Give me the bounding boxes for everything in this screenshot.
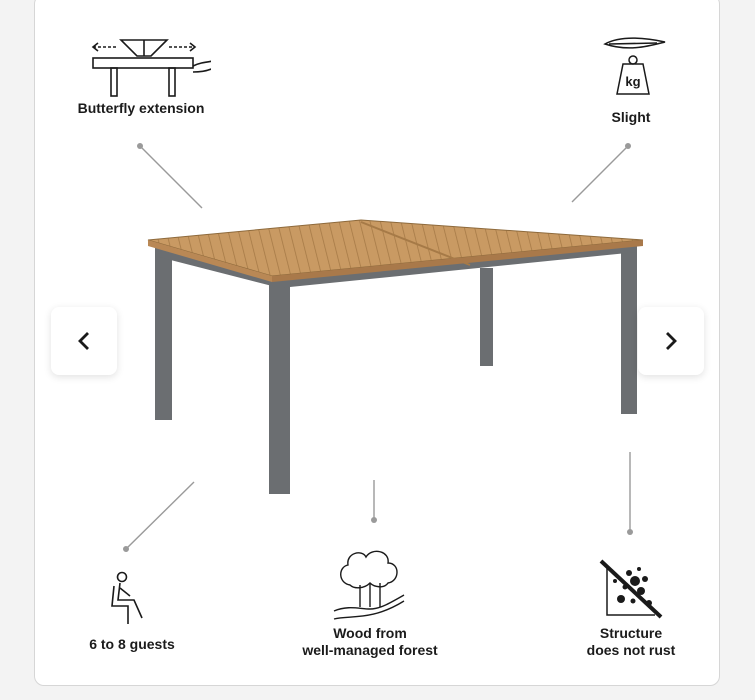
feature-guests — [82, 570, 182, 653]
feather-weight-icon — [591, 36, 671, 100]
chevron-right-icon — [662, 330, 680, 352]
butterfly-extension-icon — [71, 36, 211, 100]
feature-sustainable-wood — [290, 545, 450, 659]
feature-rustproof — [576, 557, 686, 659]
kg-text: kg — [625, 74, 641, 89]
chevron-left-icon — [75, 330, 93, 352]
carousel-next-button[interactable] — [638, 307, 704, 375]
feature-slight-weight — [588, 36, 674, 126]
no-rust-icon — [595, 557, 667, 621]
tree-hand-icon — [330, 545, 410, 625]
rust-label-line1: Structure — [599, 625, 663, 641]
product-image-table — [140, 210, 650, 500]
wood-label-line2: well-managed forest — [302, 642, 438, 658]
slight-label: Slight — [611, 109, 651, 125]
guests-label: 6 to 8 guests — [89, 636, 175, 652]
seated-person-icon — [108, 570, 156, 626]
carousel-prev-button[interactable] — [51, 307, 117, 375]
rust-label-line2: does not rust — [586, 642, 676, 658]
butterfly-extension-label: Butterfly extension — [77, 100, 205, 116]
wood-label-line1: Wood from — [333, 625, 407, 641]
feature-butterfly-extension — [66, 36, 216, 117]
